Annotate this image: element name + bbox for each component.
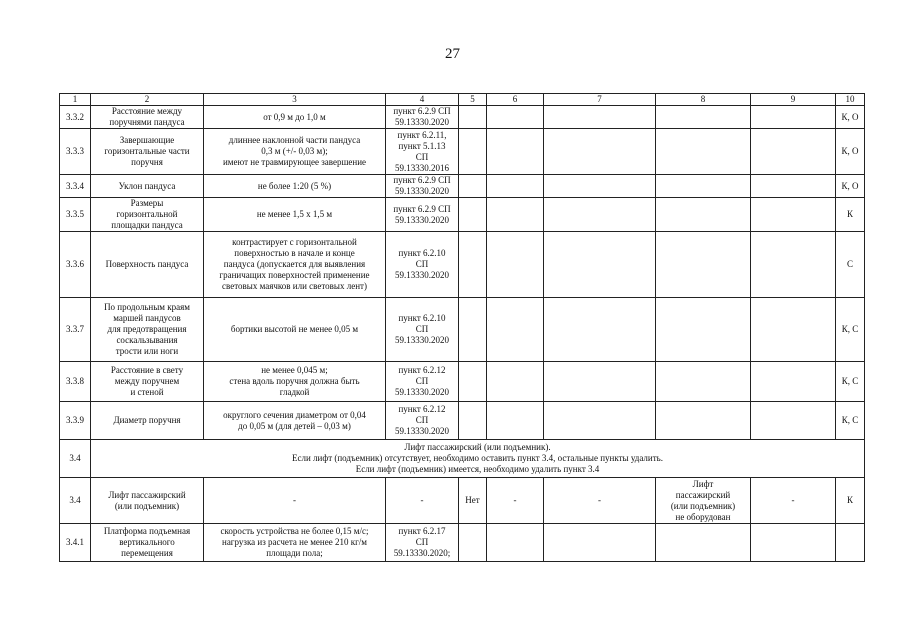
item-reference-line: 59.13330.2020	[395, 186, 449, 196]
item-reference-line: пункт 6.2.17	[398, 526, 446, 536]
item-reference	[386, 232, 459, 298]
cell-col8	[656, 175, 751, 198]
section-description	[91, 440, 865, 478]
item-requirement-line: от 0,9 м до 1,0 м	[263, 111, 326, 122]
cell-col7	[544, 298, 656, 362]
cell-col9	[751, 298, 836, 362]
item-requirement	[204, 175, 386, 198]
cell-col10	[836, 524, 865, 562]
item-name-line: Платформа подъемная	[103, 526, 191, 536]
item-reference	[386, 129, 459, 175]
cell-col10: К	[836, 478, 865, 524]
table-row	[60, 175, 865, 198]
item-name-line: перемещения	[121, 548, 173, 558]
cell-col8-line: (или подъемник)	[670, 500, 736, 511]
item-name-line: Размеры	[130, 198, 164, 208]
item-reference-line: пункт 6.2.10	[398, 248, 446, 258]
item-name-line: и стеной	[130, 387, 164, 397]
item-requirement	[204, 198, 386, 232]
table-row	[60, 362, 865, 402]
header-cell: 4	[386, 94, 459, 106]
cell-col7	[544, 198, 656, 232]
item-name-line: Лифт пассажирский	[108, 489, 186, 500]
cell-col10: К, С	[836, 362, 865, 402]
cell-col8	[656, 362, 751, 402]
item-requirement	[204, 524, 386, 562]
cell-col6	[487, 298, 544, 362]
item-name-line: Диаметр поручня	[113, 415, 181, 425]
cell-col10: К, О	[836, 106, 865, 129]
cell-col5	[459, 198, 487, 232]
cell-col6	[487, 232, 544, 298]
item-reference	[386, 402, 459, 440]
item-requirement	[204, 362, 386, 402]
item-requirement-line: длиннее наклонной части пандуса	[228, 135, 361, 145]
item-name	[91, 362, 204, 402]
item-requirement-line: нагрузка из расчета не менее 210 кг/м	[222, 537, 367, 547]
item-requirement-line: гладкой	[279, 387, 310, 397]
item-reference-line: пункт 6.2.10	[398, 313, 446, 323]
cell-col5	[459, 524, 487, 562]
cell-col10: К, С	[836, 402, 865, 440]
cell-col9	[751, 198, 836, 232]
cell-col6	[487, 524, 544, 562]
cell-col8-line: пассажирский	[675, 489, 731, 500]
item-reference-line: 59.13330.2020	[395, 214, 449, 225]
item-requirement-line: стена вдоль поручня должна быть	[229, 376, 360, 386]
item-number: 3.3.2	[60, 106, 91, 129]
cell-col6	[487, 198, 544, 232]
item-requirement-line: контрастирует с горизонтальной	[232, 237, 357, 247]
item-reference-line: 59.13330.2020	[395, 387, 449, 397]
item-requirement-line: не менее 0,045 м;	[261, 365, 328, 375]
cell-col8-line: Лифт	[692, 478, 714, 489]
cell-col7	[544, 402, 656, 440]
item-name	[91, 298, 204, 362]
table-row	[60, 478, 865, 524]
cell-col5	[459, 175, 487, 198]
item-requirement-line: пандуса (допускается для выявления	[223, 259, 366, 269]
cell-col6	[487, 402, 544, 440]
header-cell: 9	[751, 94, 836, 106]
item-reference-line: 59.13330.2020	[395, 270, 449, 280]
cell-col5	[459, 232, 487, 298]
cell-col6	[487, 129, 544, 175]
table-row	[60, 298, 865, 362]
cell-col9	[751, 129, 836, 175]
item-requirement	[204, 129, 386, 175]
cell-col9	[751, 175, 836, 198]
item-number: 3.3.5	[60, 198, 91, 232]
table-row	[60, 106, 865, 129]
item-reference-line: пункт 6.2.12	[398, 404, 446, 414]
item-reference	[386, 298, 459, 362]
cell-col5	[459, 362, 487, 402]
item-name-line: между поручнем	[114, 376, 180, 386]
item-requirement	[204, 298, 386, 362]
header-cell: 3	[204, 94, 386, 106]
item-name	[91, 198, 204, 232]
cell-col8	[656, 478, 751, 524]
item-reference-line: пункт 6.2.12	[398, 365, 446, 375]
item-name-line: трости или ноги	[115, 346, 179, 356]
table-row	[60, 402, 865, 440]
cell-col7	[544, 129, 656, 175]
cell-col8	[656, 106, 751, 129]
item-requirement	[204, 402, 386, 440]
item-requirement-line: не более 1:20 (5 %)	[257, 180, 332, 191]
item-name-line: По продольным краям	[104, 302, 190, 312]
item-number: 3.3.6	[60, 232, 91, 298]
cell-col5	[459, 402, 487, 440]
cell-col6	[487, 175, 544, 198]
item-name-line: вертикального	[119, 537, 175, 547]
item-reference-line: пункт 6.2.9 СП	[393, 203, 451, 214]
item-requirement-line: поверхностью в начале и конце	[234, 248, 355, 258]
item-requirement-line: граничащих поверхностей применение	[219, 270, 370, 280]
item-name	[91, 478, 204, 524]
table-row	[60, 129, 865, 175]
item-requirement	[204, 478, 386, 524]
item-number: 3.3.4	[60, 175, 91, 198]
table-row	[60, 232, 865, 298]
item-name-line: Поверхность пандуса	[105, 259, 189, 269]
item-name-line: горизонтальные части	[104, 146, 190, 156]
cell-col10: К	[836, 198, 865, 232]
cell-col8	[656, 232, 751, 298]
item-reference-line: пункт 6.2.9 СП	[393, 175, 451, 185]
requirements-table	[59, 93, 865, 562]
cell-col8	[656, 198, 751, 232]
item-name-line: для предотвращения	[107, 324, 187, 334]
cell-col5	[459, 298, 487, 362]
header-row	[60, 94, 865, 106]
item-reference	[386, 362, 459, 402]
item-requirement-line: до 0,05 м (для детей – 0,03 м)	[238, 420, 351, 431]
item-requirement-line: бортики высотой не менее 0,05 м	[230, 324, 359, 334]
item-name	[91, 106, 204, 129]
item-name-line: Расстояние между	[111, 106, 183, 116]
cell-col9	[751, 106, 836, 129]
cell-col7	[544, 175, 656, 198]
item-reference-line: СП	[415, 324, 429, 334]
cell-col6	[487, 362, 544, 402]
item-reference-line: СП	[415, 537, 429, 547]
header-cell: 1	[60, 94, 91, 106]
cell-col9	[751, 402, 836, 440]
cell-col9	[751, 524, 836, 562]
cell-col5: Нет	[459, 478, 487, 524]
item-requirement	[204, 232, 386, 298]
section-number: 3.4	[60, 440, 91, 478]
cell-col9	[751, 362, 836, 402]
item-number: 3.3.8	[60, 362, 91, 402]
item-requirement-line: округлого сечения диаметром от 0,04	[223, 409, 366, 420]
item-reference-line: СП	[415, 259, 429, 269]
item-name-line: маршей пандусов	[113, 313, 181, 323]
cell-col10: С	[836, 232, 865, 298]
page-number: 27	[445, 46, 460, 62]
item-number: 3.3.9	[60, 402, 91, 440]
item-name-line: горизонтальной	[116, 209, 178, 219]
item-name-line: Расстояние в свету	[110, 365, 184, 375]
cell-col7	[544, 524, 656, 562]
header-cell: 10	[836, 94, 865, 106]
header-cell: 5	[459, 94, 487, 106]
section-line: Если лифт (подъемник) отсутствует, необходимо оставить пункт 3.4, остальные пункты удалить.	[292, 453, 663, 463]
item-number: 3.3.3	[60, 129, 91, 175]
item-name	[91, 175, 204, 198]
item-name-line: Уклон пандуса	[118, 180, 176, 191]
item-reference-line: 59.13330.2020	[395, 426, 449, 436]
cell-col7	[544, 106, 656, 129]
item-name	[91, 402, 204, 440]
cell-col10: К, О	[836, 175, 865, 198]
item-name-line: Завершающие	[119, 135, 175, 145]
item-reference-line: пункт 6.2.9 СП	[393, 106, 451, 116]
item-reference-line: пункт 5.1.13	[398, 140, 446, 151]
item-requirement-line: -	[293, 495, 296, 505]
cell-col5	[459, 129, 487, 175]
cell-col5	[459, 106, 487, 129]
item-requirement-line: 0,3 м (+/- 0,03 м);	[261, 146, 328, 156]
item-number: 3.3.7	[60, 298, 91, 362]
item-reference-line: СП	[415, 415, 429, 425]
item-name	[91, 232, 204, 298]
item-name-line: поручнями пандуса	[109, 117, 185, 127]
item-reference	[386, 175, 459, 198]
header-cell: 6	[487, 94, 544, 106]
cell-col9	[751, 232, 836, 298]
item-reference-line: СП	[415, 151, 429, 162]
item-reference-line: СП	[415, 376, 429, 386]
item-requirement-line: площади пола;	[266, 548, 323, 558]
table-row	[60, 524, 865, 562]
item-name	[91, 129, 204, 175]
item-reference-line: 59.13330.2020	[395, 117, 449, 127]
item-name-line: соскальзывания	[116, 335, 178, 345]
item-number: 3.4.1	[60, 524, 91, 562]
item-reference	[386, 524, 459, 562]
cell-col8	[656, 402, 751, 440]
header-cell: 7	[544, 94, 656, 106]
cell-col8	[656, 524, 751, 562]
cell-col7	[544, 232, 656, 298]
cell-col10: К, О	[836, 129, 865, 175]
item-reference	[386, 478, 459, 524]
section-row	[60, 440, 865, 478]
header-cell: 8	[656, 94, 751, 106]
item-reference	[386, 106, 459, 129]
cell-col6: -	[487, 478, 544, 524]
item-name	[91, 524, 204, 562]
item-requirement-line: не менее 1,5 х 1,5 м	[256, 209, 333, 219]
item-requirement	[204, 106, 386, 129]
table-body	[60, 94, 865, 562]
item-requirement-line: скорость устройства не более 0,15 м/с;	[220, 526, 369, 536]
cell-col6	[487, 106, 544, 129]
item-name-line: площадки пандуса	[111, 220, 183, 230]
item-reference-line: 59.13330.2016	[395, 162, 449, 173]
item-name-line: (или подъемник)	[114, 500, 180, 511]
item-name-line: поручня	[131, 157, 163, 167]
item-requirement-line: имеют не травмирующее завершение	[222, 157, 367, 167]
item-reference-line: 59.13330.2020;	[393, 548, 451, 558]
header-cell: 2	[91, 94, 204, 106]
item-requirement-line: световых маячков или световых лент)	[222, 281, 367, 291]
cell-col7	[544, 362, 656, 402]
item-number: 3.4	[60, 478, 91, 524]
cell-col10: К, С	[836, 298, 865, 362]
section-line: Лифт пассажирский (или подъемник).	[404, 442, 551, 452]
cell-col8-line: не оборудован	[675, 511, 731, 522]
cell-col8	[656, 298, 751, 362]
cell-col7: -	[544, 478, 656, 524]
cell-col8	[656, 129, 751, 175]
item-reference-line: пункт 6.2.11,	[397, 129, 447, 140]
item-reference-line: -	[420, 495, 424, 505]
item-reference	[386, 198, 459, 232]
table-row	[60, 198, 865, 232]
section-line: Если лифт (подъемник) имеется, необходимо удалить пункт 3.4	[355, 464, 600, 474]
item-reference-line: 59.13330.2020	[395, 335, 449, 345]
cell-col9: -	[751, 478, 836, 524]
